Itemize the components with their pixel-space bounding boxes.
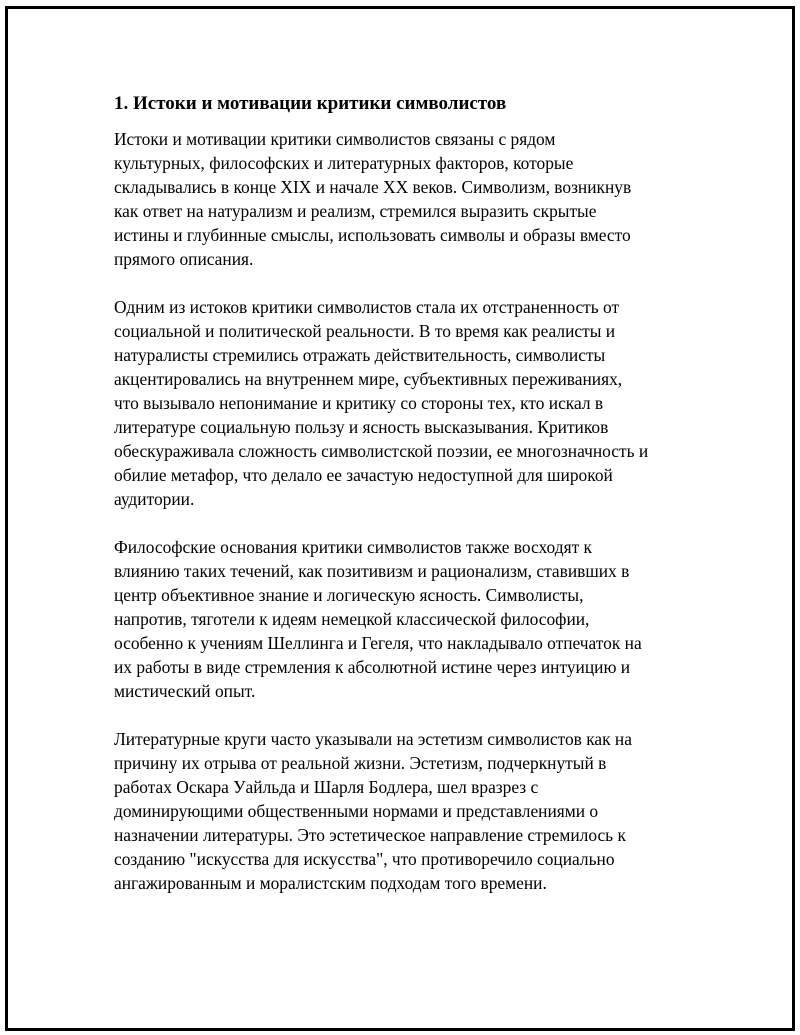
text-line: причину их отрыва от реальной жизни. Эстетизм, подчеркнутый в: [114, 753, 607, 773]
text-line: Одним из истоков критики символистов стала их отстраненность от: [114, 297, 620, 317]
text-line: напротив, тяготели к идеям немецкой классической философии,: [114, 609, 590, 629]
text-line: обилие метафор, что делало ее зачастую недоступной для широкой: [114, 465, 613, 485]
text-line: складывались в конце XIX и начале XX веков. Символизм, возникнув: [114, 177, 632, 197]
text-line: влиянию таких течений, как позитивизм и рационализм, ставивших в: [114, 561, 630, 581]
text-line: натуралисты стремились отражать действительность, символисты: [114, 345, 606, 365]
text-line: культурных, философских и литературных факторов, которые: [114, 153, 574, 173]
text-line: ангажированным и моралистским подходам того времени.: [114, 873, 547, 893]
text-line: назначении литературы. Это эстетическое направление стремилось к: [114, 825, 626, 845]
text-line: как ответ на натурализм и реализм, стремился выразить скрытые: [114, 201, 597, 221]
text-line: созданию "искусства для искусства", что противоречило социально: [114, 849, 615, 869]
text-line: мистический опыт.: [114, 681, 256, 701]
text-line: истины и глубинные смыслы, использовать символы и образы вместо: [114, 225, 631, 245]
text-line: литературе социальную пользу и ясность высказывания. Критиков: [114, 417, 609, 437]
text-line: Философские основания критики символистов также восходят к: [114, 537, 592, 557]
text-line: их работы в виде стремления к абсолютной истине через интуицию и: [114, 657, 631, 677]
text-line: центр объективное знание и логическую ясность. Символисты,: [114, 585, 584, 605]
text-line: доминирующими общественными нормами и представлениями о: [114, 801, 599, 821]
text-line: аудитории.: [114, 489, 195, 509]
text-line: особенно к учениям Шеллинга и Гегеля, что накладывало отпечаток на: [114, 633, 642, 653]
text-line: Истоки и мотивации критики символистов связаны с рядом: [114, 129, 556, 149]
document-body: [114, 92, 694, 919]
paragraph-1: [114, 127, 694, 271]
text-line: акцентировались на внутреннем мире, субъективных переживаниях,: [114, 369, 623, 389]
paragraph-3: [114, 535, 694, 703]
paragraph-4: [114, 727, 694, 895]
section-heading: 1. Истоки и мотивации критики символистов: [114, 93, 507, 114]
text-line: социальной и политической реальности. В то время как реалисты и: [114, 321, 616, 341]
text-line: прямого описания.: [114, 249, 254, 269]
text-line: что вызывало непонимание и критику со стороны тех, кто искал в: [114, 393, 604, 413]
text-line: работах Оскара Уайльда и Шарля Бодлера, шел вразрез с: [114, 777, 539, 797]
text-line: обескураживала сложность символистской поэзии, ее многозначность и: [114, 441, 649, 461]
text-line: Литературные круги часто указывали на эстетизм символистов как на: [114, 729, 632, 749]
paragraph-2: [114, 295, 694, 511]
